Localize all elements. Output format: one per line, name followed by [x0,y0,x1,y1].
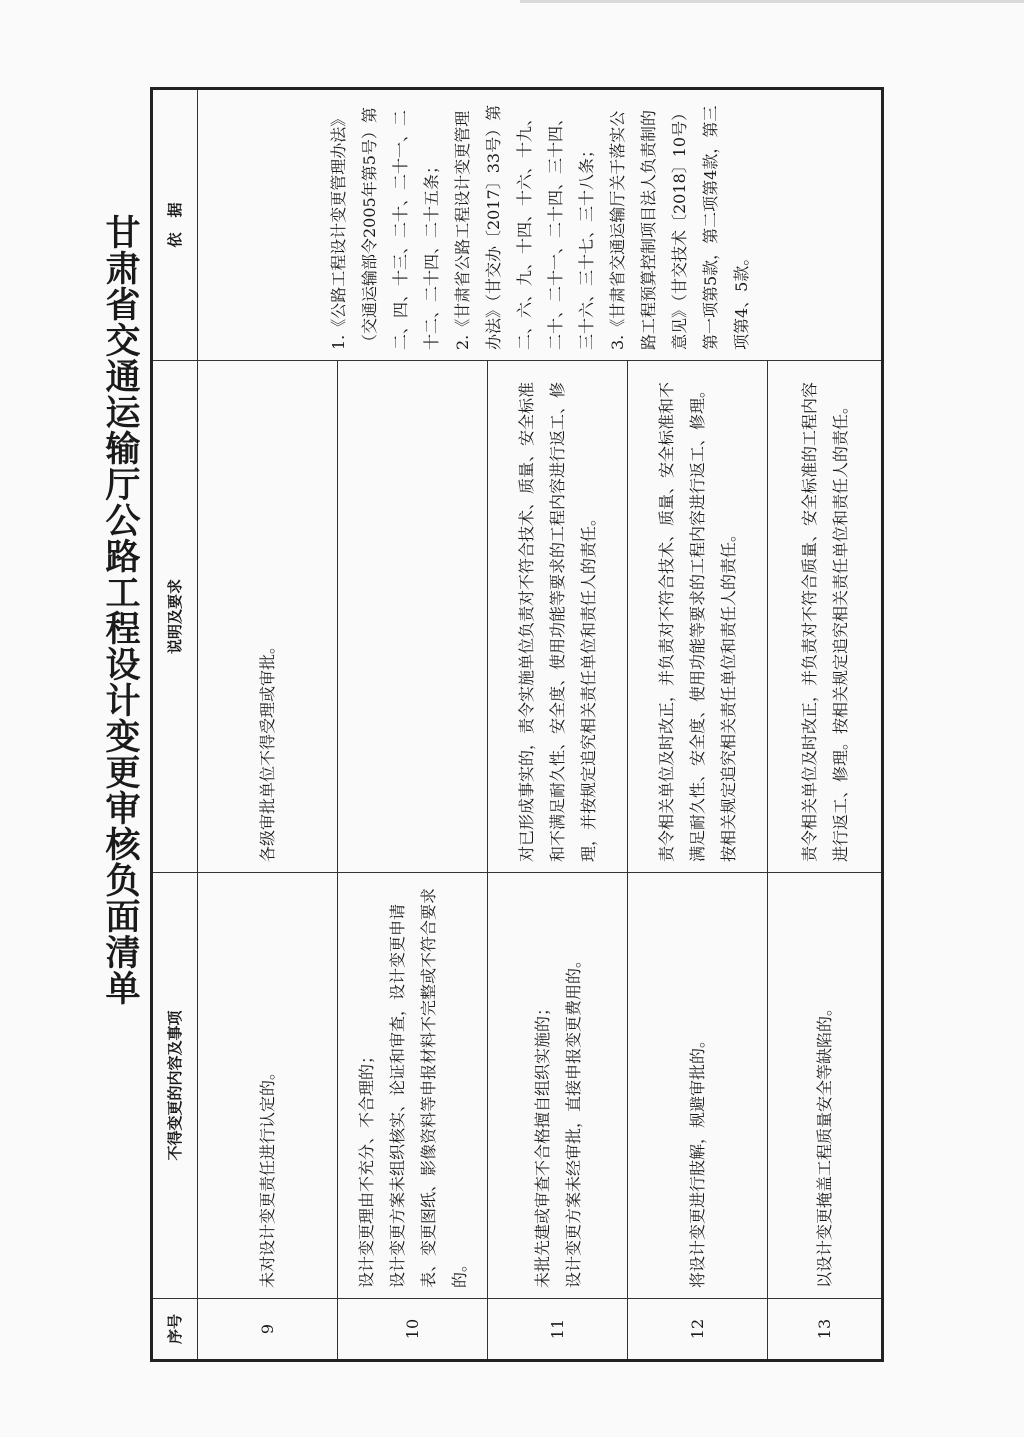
description-line: 各级审批单位不得受理或审批。 [258,637,277,862]
basis-line: 1.《公路工程设计变更管理办法》（交通运输部令2005年第5号）第二、四、十三、二十、二十一、二十二、二十四、二十五条； [328,107,441,350]
row-number: 11 [488,1299,628,1361]
item-line: 未对设计变更责任进行认定的。 [258,1063,277,1288]
header-desc: 说明及要求 [152,361,198,873]
item-line: 设计变更方案未组织核实、论证和审查，设计变更申请表、变更图纸、影像资料等申报材料不完整或不符合要求的。 [387,887,469,1288]
description-line: 对已形成事实的，责令实施单位负责对不符合技术、质量、安全标准和不满足耐久性、安全度、使用功能等要求的工程内容进行返工、修理，并按规定追究相关责任单位和责任人的责任。 [517,381,598,862]
row-description [338,361,488,873]
row-description [488,361,628,873]
basis-line: 2.《甘肃省公路工程设计变更管理办法》（甘交办〔2017〕33号）第二、六、九、十四、十六、十九、二十、二十一、二十四、三十四、三十六、三十七、三十八条； [452,104,596,350]
row-item [488,873,628,1299]
row-number: 10 [338,1299,488,1361]
basis-line: 3.《甘肃省交通运输厅关于落实公路工程预算控制项目法人负责制的意见》（甘交技术〔2018〕10号）第一项第5款，第二项第4款，第三项第4、5款。 [607,104,751,350]
negative-list-table [150,87,884,1362]
row-number: 12 [628,1299,768,1361]
row-description [628,361,768,873]
item-line: 设计变更方案未经审批，直接申报变更费用的。 [563,951,583,1288]
header-no: 序号 [152,1299,198,1361]
item-line: 将设计变更进行肢解，规避审批的。 [688,1031,707,1288]
header-basis: 依 据 [152,89,198,361]
scan-edge-line [520,0,1024,3]
row-item [628,873,768,1299]
row-item [768,873,883,1299]
item-line: 以设计变更掩盖工程质量安全等缺陷的。 [815,999,834,1288]
basis-cell [198,89,883,361]
row-description [768,361,883,873]
item-line: 未批先建或审查不合格擅自组织实施的； [532,999,552,1288]
description-line: 责令相关单位及时改正，并负责对不符合质量、安全标准的工程内容进行返工、修理。按相关规定追究相关责任单位和责任人的责任。 [799,381,850,862]
row-number: 9 [198,1299,338,1361]
document-title: 甘肃省交通运输厅公路工程设计变更审核负面清单 [100,214,141,1006]
rotated-table-container [150,90,860,1362]
description-line: 责令相关单位及时改正，并负责对不符合技术、质量、安全标准和不满足耐久性、安全度、使用功能等要求的工程内容进行返工、修理。按相关规定追究相关责任单位和责任人的责任。 [657,381,738,862]
row-description [198,361,338,873]
row-item [338,873,488,1299]
header-item: 不得变更的内容及事项 [152,873,198,1299]
row-number: 13 [768,1299,883,1361]
table-row [198,89,338,1361]
row-item [198,873,338,1299]
item-line: 设计变更理由不充分、不合理的； [356,1047,376,1288]
table-header-row [152,89,198,1361]
